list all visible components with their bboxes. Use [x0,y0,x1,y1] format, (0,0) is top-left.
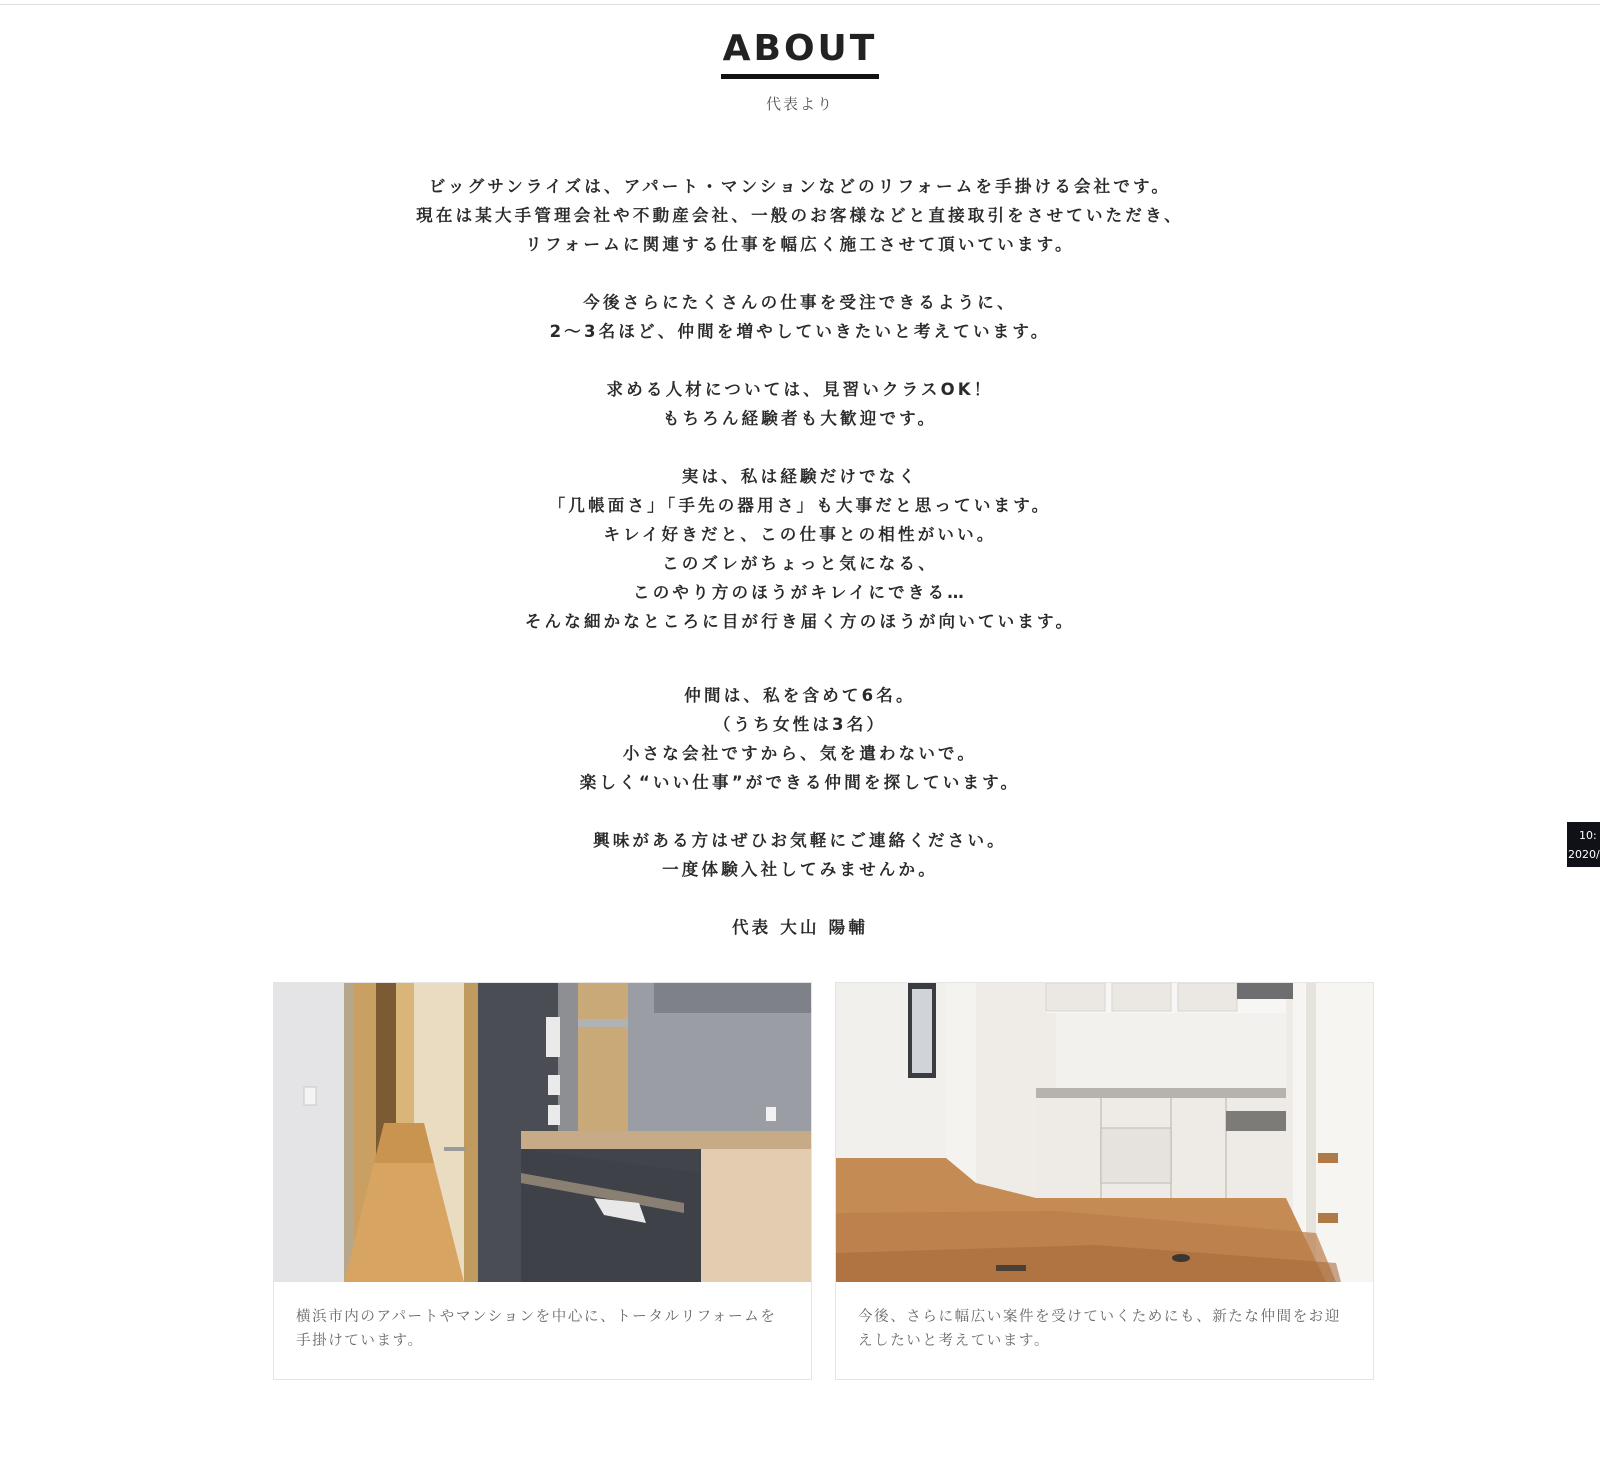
message-paragraph [0,681,1600,797]
message-line: リフォームに関連する仕事を幅広く施工させて頂いています。 [525,235,1075,254]
clock-date: 2020/ [1568,848,1600,861]
message-paragraph [0,826,1600,884]
message-line: 現在は某大手管理会社や不動産会社、一般のお客様などと直接取引をさせていただき、 [416,206,1184,225]
message-line: このやり方のほうがキレイにできる… [633,583,967,602]
photo-cards [273,982,1374,1380]
message-line: 今後さらにたくさんの仕事を受注できるように、 [583,293,1017,312]
message-paragraph [0,172,1600,259]
section-subtitle: 代表より [765,95,834,113]
message-line: このズレがちょっと気になる、 [662,554,938,573]
representative-message [0,172,1600,971]
caption-line: 今後、さらに幅広い案件を受けていくためにも、新たな仲間をお迎 [858,1309,1341,1325]
message-line: 実は、私は経験だけでなく [681,467,919,486]
card-caption [858,1305,1353,1353]
message-line: 興味がある方はぜひお気軽にご連絡ください。 [593,831,1007,850]
message-paragraph [0,288,1600,346]
message-paragraph [0,375,1600,433]
message-line: そんな細かなところに目が行き届く方のほうが向いています。 [524,612,1076,631]
message-line: 求める人材については、見習いクラスOK！ [606,380,994,399]
message-line: 楽しく“いい仕事”ができる仲間を探しています。 [579,773,1021,792]
message-line: 「几帳面さ」「手先の器用さ」も大事だと思っています。 [548,496,1052,515]
section-heading [0,26,1600,114]
caption-line: 手掛けています。 [296,1333,424,1349]
clock-widget [1567,822,1600,867]
signature [0,913,1600,942]
photo-card [273,982,812,1380]
message-line: 小さな会社ですから、気を遣わないで。 [622,744,978,763]
photo-card [835,982,1374,1380]
message-line: 一度体験入社してみませんか。 [662,860,938,879]
section-title: ABOUT [721,26,880,79]
message-line: もちろん経験者も大歓迎です。 [662,409,938,428]
top-divider [0,4,1600,5]
hallway-kitchen-photo-icon [274,983,811,1282]
caption-line: えしたいと考えています。 [858,1333,1051,1349]
kitchen-wood-floor-photo-icon [836,983,1373,1282]
representative-name: 代表 大山 陽輔 [731,918,869,937]
card-caption [296,1305,791,1353]
message-line: （うち女性は3名） [713,715,887,734]
caption-line: 横浜市内のアパートやマンションを中心に、トータルリフォームを [296,1309,777,1325]
message-line: 2～3名ほど、仲間を増やしていきたいと考えています。 [549,322,1051,341]
message-line: ビッグサンライズは、アパート・マンションなどのリフォームを手掛ける会社です。 [428,177,1172,196]
message-line: 仲間は、私を含めて6名。 [684,686,916,705]
message-line: キレイ好きだと、この仕事との相性がいい。 [603,525,997,544]
clock-time: 10: [1579,829,1597,842]
message-paragraph [0,462,1600,636]
